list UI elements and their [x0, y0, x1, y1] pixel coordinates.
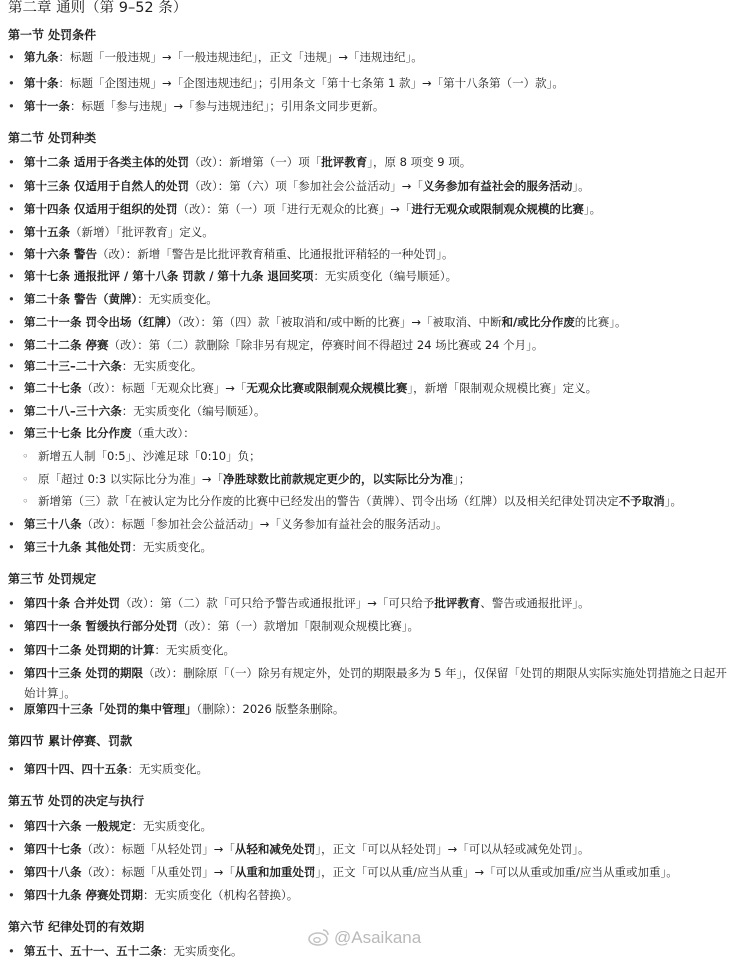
body-text: ：无实质变化。 [137, 292, 218, 306]
bullet-icon: • [8, 702, 15, 716]
bold-text: 和/或比分作废 [501, 315, 575, 329]
bullet-icon: • [8, 819, 15, 833]
item-content [24, 244, 454, 264]
section-title: 第一节 处罚条件 [8, 28, 97, 42]
bullet-icon: • [8, 338, 15, 352]
bullet-icon: • [8, 359, 15, 373]
bold-text: 第三十七条 比分作废 [24, 426, 132, 440]
bullet-icon: • [8, 269, 15, 283]
body-text: 」。 [583, 202, 602, 216]
bold-text: 第十二条 适用于各类主体的处罚 [24, 155, 190, 169]
body-text: ：标题「参与违规」→「参与违规违纪」；引用条文同步更新。 [70, 99, 385, 113]
item-content [24, 266, 457, 286]
section-title: 第六节 纪律处罚的有效期 [8, 920, 145, 934]
bold-text: 第五十、五十一、五十二条 [24, 944, 162, 958]
item-content [24, 401, 266, 421]
item-content [24, 537, 212, 557]
item-content [24, 839, 590, 859]
bold-text: 批评教育 [321, 155, 368, 169]
bold-text: 第四十条 合并处罚 [24, 596, 121, 610]
body-text: ：无实质变化（编号顺延）。 [313, 269, 458, 283]
bold-text: 第三十九条 其他处罚 [24, 540, 132, 554]
bold-text: 第十七条 通报批评 / 第十八条 罚款 / 第十九条 退回奖项 [24, 269, 314, 283]
body-text: ：无实质变化。 [131, 819, 213, 833]
item-content [24, 663, 734, 703]
bullet-icon: • [8, 315, 15, 329]
item-content [24, 222, 214, 242]
bullet-icon: • [8, 179, 15, 193]
body-text: 」，新增「限制观众规模比赛」定义。 [407, 381, 598, 395]
bold-text: 第三十八条 [24, 517, 82, 531]
item-content [24, 73, 564, 93]
body-text: 」，原 8 项变 9 项。 [367, 155, 472, 169]
body-text: ：无实质变化。 [154, 643, 236, 657]
bold-text: 原第四十三条「处罚的集中管理」 [24, 702, 197, 716]
body-text: （改）：第（二）款删除「除非另有规定，停赛时间不得超过 24 场比赛或 24 个月」。 [108, 338, 544, 352]
body-text: （改）：标题「无观众比赛」→「 [81, 381, 247, 395]
body-text: ：标题「企图违规」→「企图违规违纪」；引用条文「第十七条第 1 款」→「第十八条第（一）款」。 [58, 76, 564, 90]
item-content [24, 885, 298, 905]
bullet-icon: • [8, 762, 15, 776]
body-text: 」。 [664, 494, 682, 508]
item-content [24, 312, 626, 332]
body-text: ：无实质变化（机构名替换）。 [143, 888, 299, 902]
weibo-logo-icon [308, 928, 330, 946]
bullet-icon: • [8, 50, 15, 64]
bullet-icon: • [8, 292, 15, 306]
bullet-icon: • [8, 643, 15, 657]
bullet-icon: • [8, 99, 15, 113]
bold-text: 第九条 [24, 50, 59, 64]
bullet-icon: • [8, 865, 15, 879]
body-text: （改）：新增「警告是比批评教育稍重、比通报批评稍轻的一种处罚」。 [97, 247, 454, 261]
body-text: （改）：标题「从重处罚」→「 [81, 865, 235, 879]
bold-text: 不予取消 [618, 494, 665, 508]
bold-text: 第十六条 警告 [24, 247, 98, 261]
bullet-icon: • [8, 247, 15, 261]
body-text: 」； [452, 472, 471, 486]
body-text: 新增第（三）款「在被认定为比分作废的比赛中已经发出的警告（黄牌）、罚令出场（红牌）以及相关纪律处罚决定 [38, 494, 619, 508]
bullet-icon: • [8, 76, 15, 90]
bold-text: 第二十八–三十六条 [24, 404, 122, 418]
bold-text: 第二十条 警告（黄牌） [24, 292, 138, 306]
section-title: 第四节 累计停赛、罚款 [8, 734, 133, 748]
bullet-icon: • [8, 596, 15, 610]
bold-text: 第二十一条 罚令出场（红牌） [24, 315, 178, 329]
section-title: 第二节 处罚种类 [8, 131, 97, 145]
section-title: 第三节 处罚规定 [8, 572, 97, 586]
bold-text: 净胜球数比前款规定更少的，以实际比分为准 [222, 472, 453, 486]
body-text: ：无实质变化。 [121, 359, 203, 373]
item-content [24, 378, 597, 398]
item-content [24, 47, 423, 67]
bullet-icon: • [8, 944, 15, 958]
item-content [24, 152, 471, 172]
body-text: 新增五人制「0:5」、沙滩足球「0:10」负； [38, 449, 261, 463]
body-text: （改）：第（一）款增加「限制观众规模比赛」。 [177, 619, 420, 633]
bullet-icon: • [8, 517, 15, 531]
bullet-icon: • [8, 540, 15, 554]
bullet-icon: • [8, 155, 15, 169]
body-text: （重大改）： [131, 426, 195, 440]
bullet-icon: • [8, 404, 15, 418]
item-content [24, 593, 590, 613]
bold-text: 第四十八条 [24, 865, 82, 879]
bold-text: 无观众比赛或限制观众规模比赛 [246, 381, 408, 395]
bold-text: 第十三条 仅适用于自然人的处罚 [24, 179, 190, 193]
watermark [308, 928, 421, 948]
bold-text: 第四十一条 暂缓执行部分处罚 [24, 619, 178, 633]
item-content [24, 941, 243, 961]
bullet-icon: • [8, 619, 15, 633]
item-content [24, 699, 344, 719]
item-content [24, 514, 448, 534]
body-text: 」，正文「可以从重/应当从重」→「可以从重或加重/应当从重或加重」。 [315, 865, 678, 879]
bold-text: 第十四条 仅适用于组织的处罚 [24, 202, 178, 216]
item-content [24, 335, 543, 355]
bold-text: 第十条 [24, 76, 59, 90]
body-text: （改）：第（四）款「被取消和/或中断的比赛」→「被取消、中断 [177, 315, 502, 329]
bold-text: 第四十三条 处罚的期限 [24, 666, 144, 680]
item-content [24, 289, 218, 309]
bold-text: 从轻和减免处罚 [234, 842, 316, 856]
item-content [38, 469, 470, 489]
bold-text: 第十五条 [24, 225, 70, 239]
body-text: ：标题「一般违规」→「一般违规违纪」，正文「违规」→「违规违纪」。 [58, 50, 423, 64]
item-content [24, 616, 419, 636]
bold-text: 第四十九条 停赛处罚期 [24, 888, 144, 902]
bullet-icon: ◦ [22, 449, 29, 463]
body-text: ：无实质变化（编号顺延）。 [121, 404, 266, 418]
item-content [24, 423, 195, 443]
body-text: （改）：第（一）项「进行无观众的比赛」→「 [177, 202, 412, 216]
chapter-title: 第二章 通则（第 9–52 条） [8, 0, 188, 16]
body-text: （改）：删除原「（一）除另有规定外，处罚的期限最多为 5 年」，仅保留「处罚的期限从实际实施处罚措施之日起开始计算」。 [24, 666, 727, 700]
bold-text: 第十一条 [24, 99, 70, 113]
bullet-icon: • [8, 225, 15, 239]
bold-text: 第四十二条 处罚期的计算 [24, 643, 155, 657]
bold-text: 进行无观众或限制观众规模的比赛 [411, 202, 584, 216]
body-text: （改）：标题「从轻处罚」→「 [81, 842, 235, 856]
item-content [24, 199, 601, 219]
bullet-icon: ◦ [22, 472, 29, 486]
item-content [24, 816, 212, 836]
bullet-icon: • [8, 666, 15, 680]
bullet-icon: • [8, 888, 15, 902]
item-content [24, 356, 202, 376]
bold-text: 第四十七条 [24, 842, 82, 856]
bold-text: 第四十六条 一般规定 [24, 819, 132, 833]
item-content [24, 176, 590, 196]
body-text: 原「超过 0:3 以实际比分为准」→「 [38, 472, 223, 486]
body-text: 」，正文「可以从轻处罚」→「可以从轻或减免处罚」。 [315, 842, 590, 856]
bold-text: 批评教育 [434, 596, 481, 610]
body-text: ：无实质变化。 [162, 944, 243, 958]
bold-text: 义务参加有益社会的服务活动 [422, 179, 573, 193]
bold-text: 从重和加重处罚 [234, 865, 316, 879]
bold-text: 第二十七条 [24, 381, 82, 395]
item-content [38, 446, 261, 466]
bold-text: 第二十二条 停赛 [24, 338, 109, 352]
body-text: ：无实质变化。 [131, 540, 213, 554]
body-text: （改）：第（二）款「可只给予警告或通报批评」→「可只给予 [120, 596, 435, 610]
item-content [24, 640, 235, 660]
item-content [38, 491, 682, 511]
item-content [24, 96, 384, 116]
bullet-icon: • [8, 202, 15, 216]
body-text: （新增）「批评教育」定义。 [70, 225, 214, 239]
body-text: 」。 [572, 179, 590, 193]
body-text: （改）：第（六）项「参加社会公益活动」→「 [189, 179, 423, 193]
body-text: 的比赛」。 [574, 315, 627, 329]
body-text: 、警告或通报批评」。 [480, 596, 590, 610]
bullet-icon: • [8, 381, 15, 395]
bold-text: 第四十四、四十五条 [24, 762, 128, 776]
item-content [24, 862, 678, 882]
bullet-icon: • [8, 426, 15, 440]
body-text: ：无实质变化。 [127, 762, 208, 776]
watermark-text: @Asaikana [334, 928, 422, 947]
body-text: （删除）：2026 版整条删除。 [196, 702, 345, 716]
body-text: （改）：新增第（一）项「 [189, 155, 322, 169]
bullet-icon: • [8, 842, 15, 856]
item-content [24, 759, 208, 779]
bullet-icon: ◦ [22, 494, 29, 508]
section-title: 第五节 处罚的决定与执行 [8, 794, 145, 808]
bold-text: 第二十三–二十六条 [24, 359, 122, 373]
body-text: （改）：标题「参加社会公益活动」→「义务参加有益社会的服务活动」。 [81, 517, 448, 531]
